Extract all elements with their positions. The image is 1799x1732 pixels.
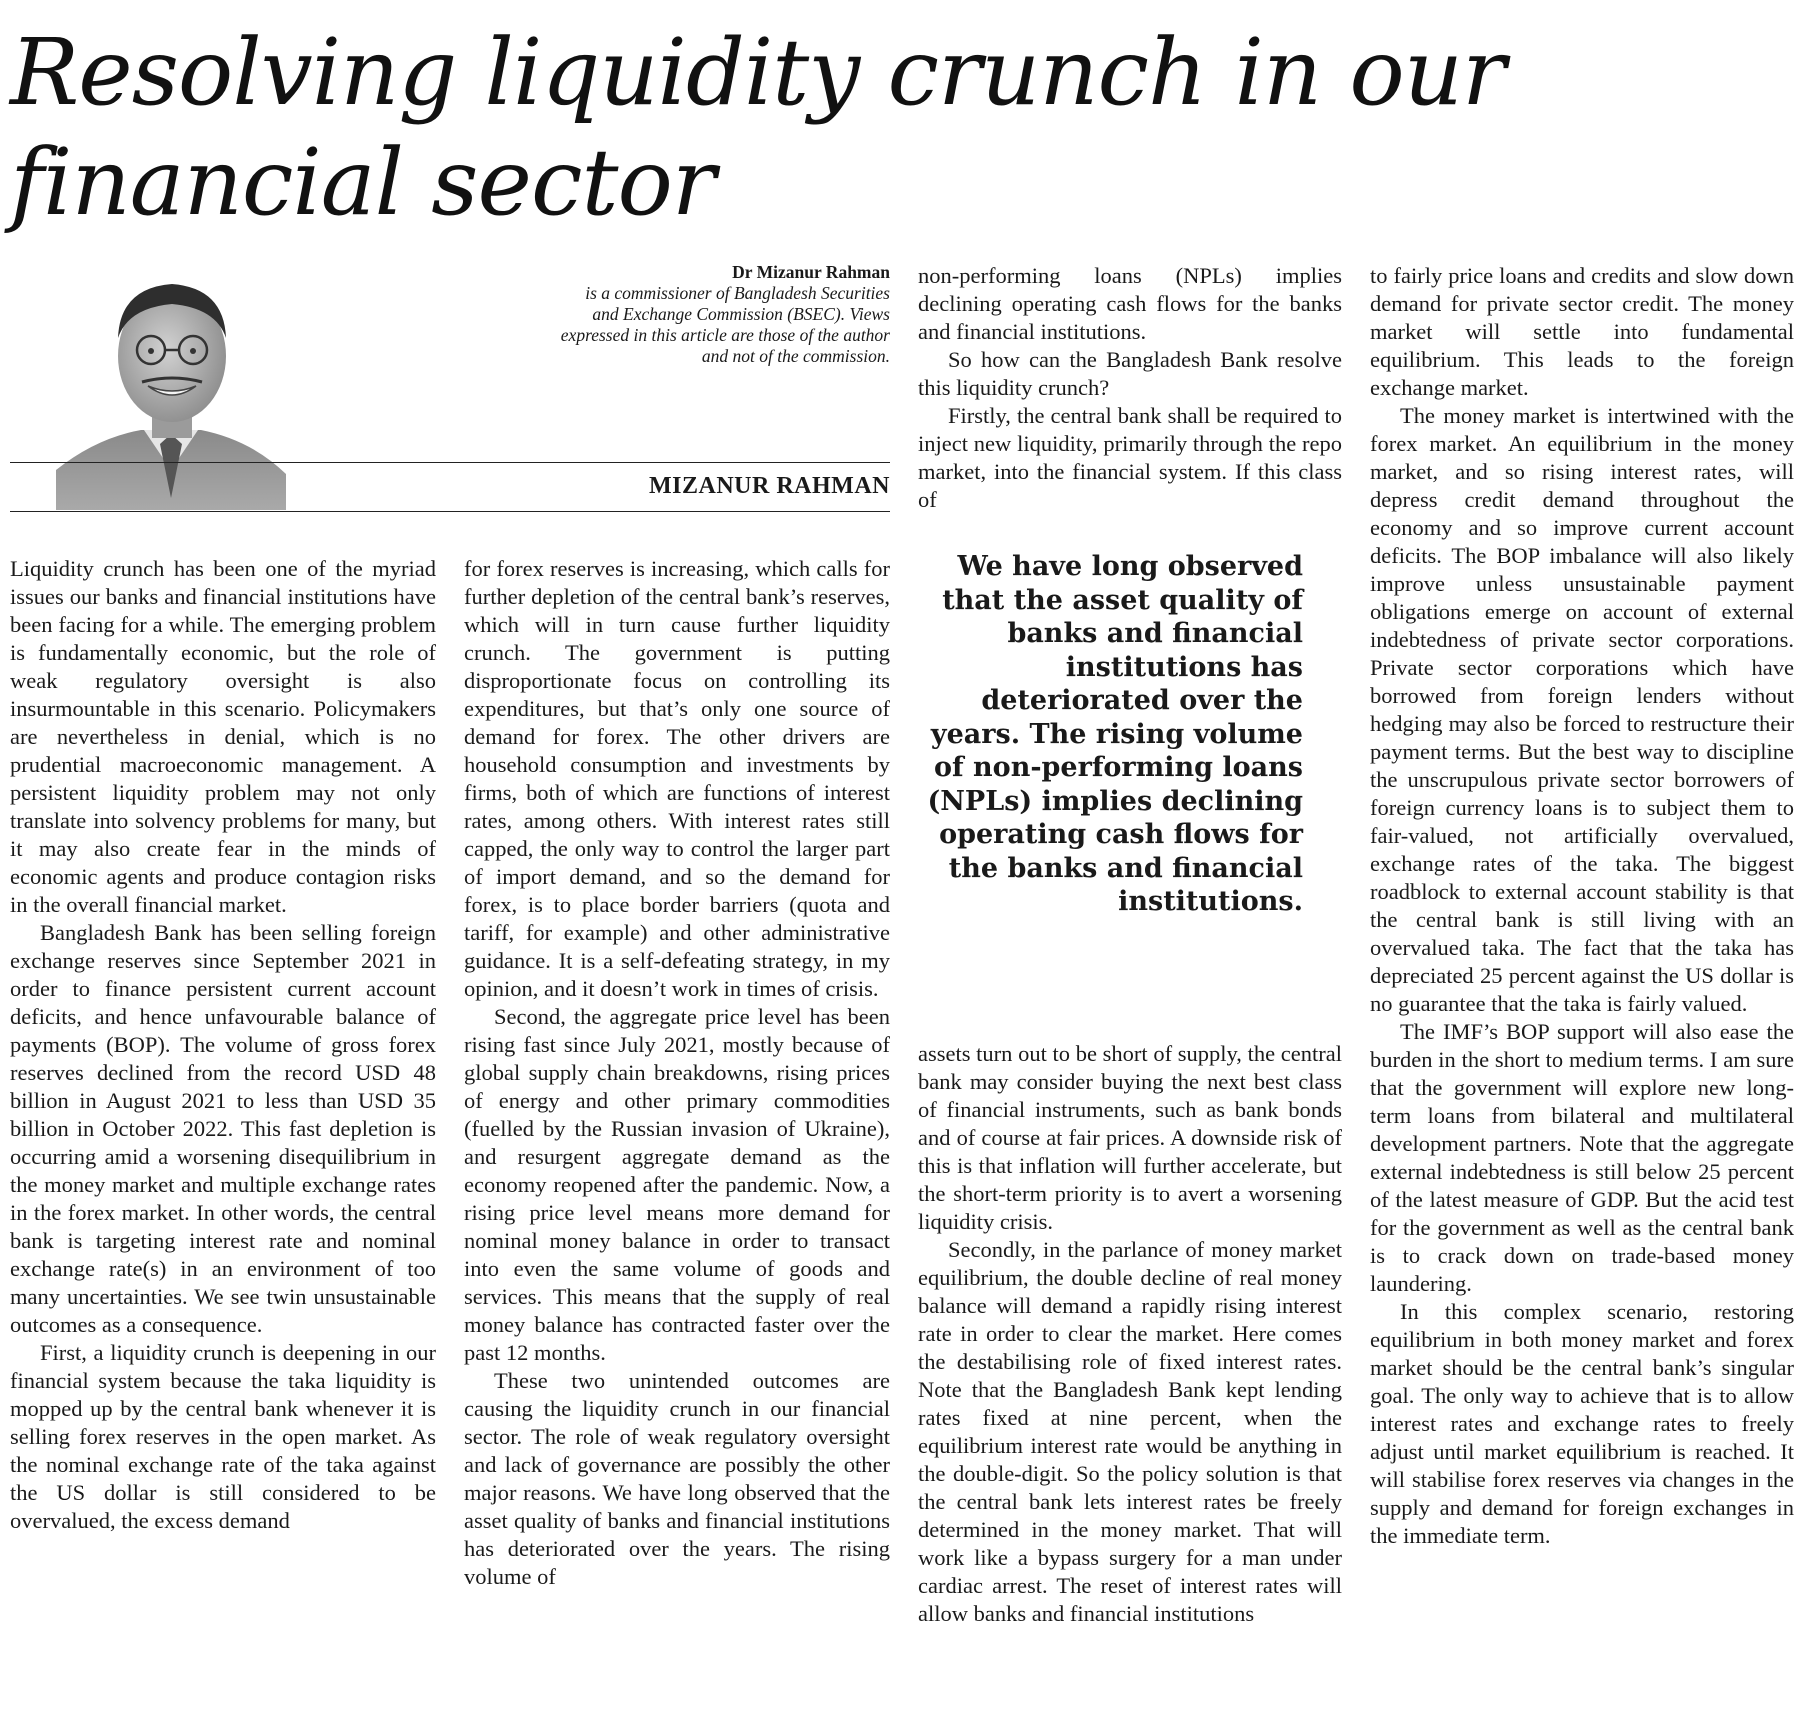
paragraph: for forex reserves is increasing, which calls for further depletion of the central bank’s reserves, which will in turn cause further liquidity crunch. The government is putting disproportionate focus on controlling its expenditures, but that’s only one source of demand for forex. The other drivers are household consumption and investments by firms, both of which are functions of interest rates, among others. With interest rates still capped, the only way to control the larger part of import demand, and so the demand for forex, is to place border barriers (quota and tariff, for example) and other administrative guidance. It is a self-defeating strategy, in my opinion, and it doesn’t work in times of crisis.	[464, 556, 890, 1001]
paragraph: In this complex scenario, restoring equilibrium in both money market and forex market should be the central bank’s singular goal. The only way to achieve that is to allow interest rates and exchange rates to freely adjust until market equilibrium is reached. It will stabilise forex reserves via changes in the supply and demand for foreign exchanges in the immediate term.	[1370, 1299, 1794, 1548]
paragraph: First, a liquidity crunch is deepening in our financial system because the taka liquidity is mopped up by the central bank whenever it is selling forex reserves in the open market. As the nominal exchange rate of the taka against the US dollar is still considered to be overvalued, the excess demand	[10, 1340, 436, 1533]
author-photo	[56, 248, 286, 510]
author-name: Dr Mizanur Rahman	[732, 262, 890, 282]
paragraph: So how can the Bangladesh Bank resolve this liquidity crunch?	[918, 347, 1342, 400]
author-byline: MIZANUR RAHMAN	[649, 473, 890, 499]
byline-rule-bottom	[10, 511, 890, 512]
paragraph: Firstly, the central bank shall be required to inject new liquidity, primarily through the repo market, into the financial system. If this class of	[918, 403, 1342, 512]
article-column-4	[1370, 262, 1794, 1550]
paragraph: Bangladesh Bank has been selling foreign exchange reserves since September 2021 in order to finance persistent current account deficits, and hence unfavourable balance of payments (BOP). The volume of gross forex reserves declined from the record USD 48 billion in August 2021 to less than USD 35 billion in October 2022. This fast depletion is occurring amid a worsening disequilibrium in the money market and multiple exchange rates in the forex market. In other words, the central bank is targeting interest rate and nominal exchange rate(s) in an environment of too many uncertainties. We see twin unsustainable outcomes as a consequence.	[10, 920, 436, 1337]
author-info	[560, 262, 890, 367]
article-column-1	[10, 555, 436, 1535]
pull-quote: We have long observed that the asset quality of banks and financial institutions has deteriorated over the years. The rising volume of non-performing loans (NPLs) implies declining operating cash flows for the banks and financial institutions.	[927, 551, 1303, 917]
paragraph: Liquidity crunch has been one of the myriad issues our banks and financial institutions have been facing for a while. The emerging problem is fundamentally economic, but the role of weak regulatory oversight is also insurmountable in this scenario. Policymakers are nevertheless in denial, which is no prudential macroeconomic management. A persistent liquidity problem may not only translate into solvency problems for many, but it may also create fear in the minds of economic agents and produce contagion risks in the overall financial market.	[10, 556, 436, 917]
paragraph: The money market is intertwined with the forex market. An equilibrium in the money market, and so rising interest rates, will depress credit demand throughout the economy and so improve current account deficits. The BOP imbalance will also likely improve unless unsustainable payment obligations emerge on account of external indebtedness of private sector corporations. Private sector corporations which have borrowed from foreign lenders without hedging may also be forced to restructure their payment terms. But the best way to discipline the unscrupulous private sector borrowers of foreign currency loans is to subject them to fair-valued, not artificially overvalued, exchange rates of the taka. The biggest roadblock to external account stability is that the central bank is still living with an overvalued taka. The fact that the taka has depreciated 25 percent against the US dollar is no guarantee that the taka is fairly valued.	[1370, 403, 1794, 1016]
byline-rule	[10, 462, 890, 463]
article-column-2	[464, 555, 890, 1591]
author-description: is a commissioner of Bangladesh Securities and Exchange Commission (BSEC). Views expressed in this article are those of the author and not of the commission.	[560, 283, 890, 366]
paragraph: assets turn out to be short of supply, the central bank may consider buying the next best class of financial instruments, such as bank bonds and of course at fair prices. A downside risk of this is that inflation will further accelerate, but the short-term priority is to avert a worsening liquidity crisis.	[918, 1041, 1342, 1234]
article-column-3-bottom	[918, 1040, 1342, 1628]
paragraph: The IMF’s BOP support will also ease the burden in the short to medium terms. I am sure that the government will explore new long-term loans from bilateral and multilateral development partners. Note that the aggregate external indebtedness is still below 25 percent of the latest measure of GDP. But the acid test for the government as well as the central bank is to crack down on trade-based money laundering.	[1370, 1019, 1794, 1296]
paragraph: to fairly price loans and credits and slow down demand for private sector credit. The money market will settle into fundamental equilibrium. This leads to the foreign exchange market.	[1370, 263, 1794, 400]
paragraph: Secondly, in the parlance of money market equilibrium, the double decline of real money balance will demand a rapidly rising interest rate in order to clear the market. Here comes the destabilising role of fixed interest rates. Note that the Bangladesh Bank kept lending rates fixed at nine percent, when the equilibrium interest rate would be anything in the double-digit. So the policy solution is that the central bank lets interest rates be freely determined in the money market. That will work like a bypass surgery for a man under cardiac arrest. The reset of interest rates will allow banks and financial institutions	[918, 1237, 1342, 1626]
paragraph: non-performing loans (NPLs) implies declining operating cash flows for the banks and financial institutions.	[918, 263, 1342, 344]
headline: Resolving liquidity crunch in our financial sector	[10, 19, 1506, 236]
paragraph: These two unintended outcomes are causing the liquidity crunch in our financial sector. The role of weak regulatory oversight and lack of governance are possibly the other major reasons. We have long observed that the asset quality of banks and financial institutions has deteriorated over the years. The rising volume of	[464, 1368, 890, 1589]
paragraph: Second, the aggregate price level has been rising fast since July 2021, mostly because of global supply chain breakdowns, rising prices of energy and other primary commodities (fuelled by the Russian invasion of Ukraine), and resurgent aggregate demand as the economy reopened after the pandemic. Now, a rising price level means more demand for nominal money balance in order to transact into even the same volume of goods and services. This means that the supply of real money balance has contracted faster over the past 12 months.	[464, 1004, 890, 1365]
article-column-3-top	[918, 262, 1342, 514]
